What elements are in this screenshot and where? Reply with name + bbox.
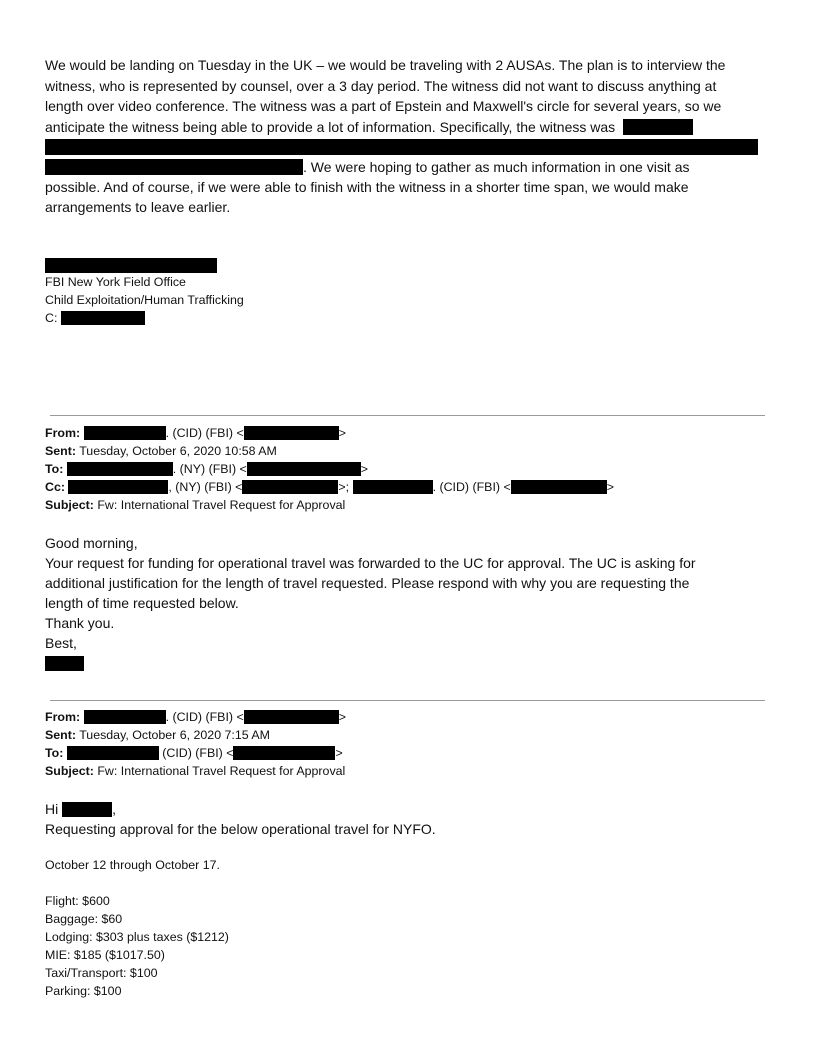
email-separator (50, 415, 765, 416)
email1-subject-label: Subject: (45, 498, 94, 512)
body-line-1: We would be landing on Tuesday in the UK – we would be traveling with 2 AUSAs. The plan is to interview the (45, 57, 726, 73)
redaction-box (242, 480, 338, 494)
email2-subject-value: Fw: International Travel Request for Approval (97, 764, 346, 778)
body-line-4 (45, 119, 693, 135)
email1-cc-suffix1: , (NY) (FBI) < (168, 480, 243, 494)
signature-cell-label: C: (45, 311, 58, 325)
email1-body-line-2: additional justification for the length of travel requested. Please respond with why you are requesting the (45, 575, 690, 591)
redaction-box (68, 480, 168, 494)
redaction-box (67, 746, 159, 760)
email1-to-suffix: . (NY) (FBI) < (172, 462, 247, 476)
signature-cell (45, 311, 145, 325)
email2-from-suffix: . (CID) (FBI) < (165, 710, 244, 724)
signature-unit: Child Exploitation/Human Trafficking (45, 293, 244, 307)
redaction-box (244, 426, 339, 440)
redaction-box (45, 159, 303, 175)
email1-sent-value: Tuesday, October 6, 2020 10:58 AM (79, 444, 277, 458)
body-line-6: possible. And of course, if we were able to finish with the witness in a shorter time span, we would make (45, 179, 689, 195)
email2-from (45, 710, 346, 724)
email2-request-line: Requesting approval for the below operational travel for NYFO. (45, 821, 436, 837)
cost-item-mie: MIE: $185 ($1017.50) (45, 948, 165, 962)
body-line-2: witness, who is represented by counsel, over a 3 day period. The witness did not want to discuss anything at (45, 78, 717, 94)
signature-office: FBI New York Field Office (45, 275, 186, 289)
email1-cc (45, 480, 614, 494)
email2-greeting-prefix: Hi (45, 801, 59, 817)
body-line-7: arrangements to leave earlier. (45, 199, 231, 215)
email1-cc-label: Cc: (45, 480, 65, 494)
email2-to-close: > (335, 746, 343, 760)
email2-sent (45, 728, 270, 742)
email1-body-line-1: Your request for funding for operational travel was forwarded to the UC for approval. The UC is asking for (45, 555, 696, 571)
body-line-4-text: anticipate the witness being able to provide a lot of information. Specifically, the witness was (45, 119, 616, 135)
redaction-box (353, 480, 433, 494)
redaction-box (511, 480, 607, 494)
email1-to-label: To: (45, 462, 64, 476)
cost-item-transport: Taxi/Transport: $100 (45, 966, 158, 980)
email2-from-label: From: (45, 710, 81, 724)
email1-sent (45, 444, 277, 458)
redaction-box (623, 119, 693, 135)
redaction-box (67, 462, 173, 476)
email1-cc-close: > (606, 480, 614, 494)
email2-to (45, 746, 343, 760)
redaction-box (84, 710, 166, 724)
redaction-box (45, 656, 84, 671)
body-line-3: length over video conference. The witness was a part of Epstein and Maxwell's circle for several years, so we (45, 98, 722, 114)
email2-dates: October 12 through October 17. (45, 858, 220, 872)
redaction-box (45, 139, 758, 155)
email1-subject-value: Fw: International Travel Request for Approval (97, 498, 346, 512)
email2-subject-label: Subject: (45, 764, 94, 778)
cost-item-flight: Flight: $600 (45, 894, 110, 908)
email1-to (45, 462, 368, 476)
cost-item-parking: Parking: $100 (45, 984, 122, 998)
email2-to-label: To: (45, 746, 64, 760)
body-line-5-text: . We were hoping to gather as much information in one visit as (303, 159, 690, 175)
email1-cc-sep: >; (338, 480, 350, 494)
email1-sent-label: Sent: (45, 444, 76, 458)
email1-body-line-3: length of time requested below. (45, 595, 239, 611)
redaction-box (244, 710, 339, 724)
email1-thanks: Thank you. (45, 615, 115, 631)
email1-cc-suffix2: . (CID) (FBI) < (432, 480, 511, 494)
cost-item-lodging: Lodging: $303 plus taxes ($1212) (45, 930, 229, 944)
redaction-box (62, 802, 112, 817)
body-line-5 (45, 159, 690, 175)
redaction-box (45, 258, 217, 273)
email2-sent-label: Sent: (45, 728, 76, 742)
email2-greeting (45, 801, 116, 817)
redaction-box (61, 311, 145, 325)
redaction-box (84, 426, 166, 440)
email1-from (45, 426, 346, 440)
cost-item-baggage: Baggage: $60 (45, 912, 123, 926)
email2-sent-value: Tuesday, October 6, 2020 7:15 AM (79, 728, 270, 742)
email2-subject (45, 764, 345, 778)
email1-from-close: > (338, 426, 346, 440)
email1-from-label: From: (45, 426, 81, 440)
email1-signoff: Best, (45, 635, 77, 651)
email2-from-close: > (338, 710, 346, 724)
redaction-box (247, 462, 361, 476)
email1-greeting: Good morning, (45, 535, 138, 551)
email2-greeting-suffix: , (112, 801, 117, 817)
email2-to-suffix: (CID) (FBI) < (158, 746, 234, 760)
email1-to-close: > (360, 462, 369, 476)
email1-from-suffix: . (CID) (FBI) < (165, 426, 244, 440)
email1-subject (45, 498, 345, 512)
email-separator (50, 700, 765, 701)
redaction-box (233, 746, 335, 760)
